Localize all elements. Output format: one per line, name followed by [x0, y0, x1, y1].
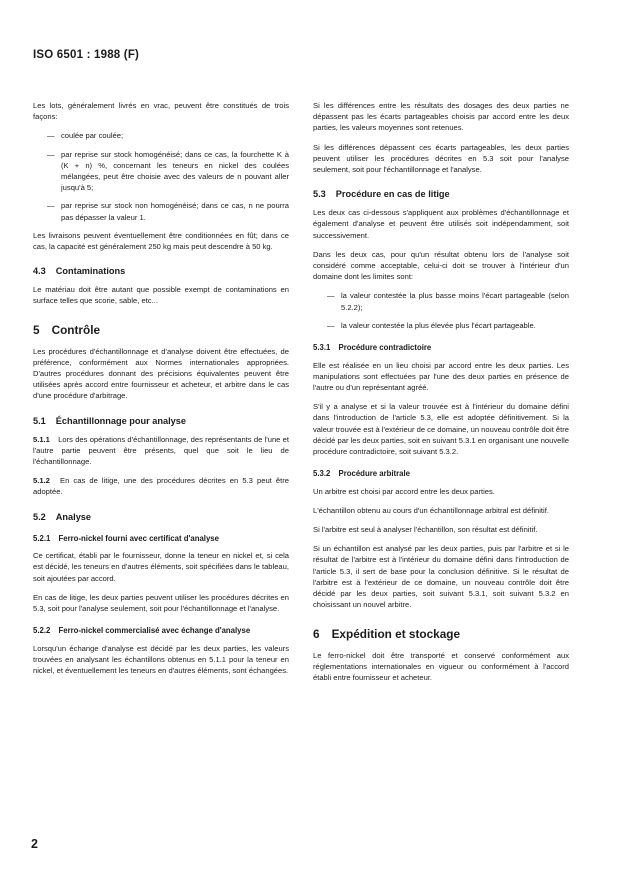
section-text: Le matériau doit être autant que possible exempt de contaminations en surface telles que scorie, sable, etc...: [33, 285, 289, 306]
section-text: L'échantillon obtenu au cours d'un échantillonnage arbitral est définitif.: [313, 505, 549, 515]
section-text: Elle est réalisée en un lieu choisi par accord entre les deux parties. Les manipulations sont effectuées par l'une des deux parties en présence de l'autre ou d'un représentant agréé.: [313, 360, 569, 392]
document-header: ISO 6501 : 1988 (F): [33, 49, 140, 61]
clause-heading-5-3-1: 5.3.1 Procédure contradictoire: [313, 343, 432, 353]
clause-heading-5-3-2: 5.3.2 Procédure arbitrale: [313, 469, 411, 479]
section-text: En cas de litige, les deux parties peuvent utiliser les procédures décrites en 5.3, soit pour l'analyse seulement, soit pour l'échantillonnage et l'analyse.: [33, 592, 289, 613]
section-heading-4-3: 4.3 Contaminations: [33, 266, 126, 277]
section-heading-5-1: 5.1 Échantillonnage pour analyse: [33, 415, 186, 426]
section-text: Un arbitre est choisi par accord entre les deux parties.: [313, 486, 495, 496]
list-item: — la valeur contestée la plus basse moins l'écart partageable (selon 5.2.2);: [327, 291, 569, 312]
section-text: Si l'arbitre est seul à analyser l'échantillon, son résultat est définitif.: [313, 525, 538, 535]
section-text: Les deux cas ci-dessous s'appliquent aux problèmes d'échantillonnage et également d'analyse et peuvent être utilisés soit indépendamment, soit successivement.: [313, 208, 569, 240]
list-item: — la valeur contestée la plus élevée plus l'écart partageable.: [327, 320, 536, 330]
section-text: Si les différences dépassent ces écarts partageables, les deux parties peuvent utiliser les procédures décrites en 5.3 soit pour l'analyse seulement, soit pour l'échantillonnage et l'analyse.: [313, 142, 569, 175]
deliveries-paragraph: Les livraisons peuvent éventuellement être conditionnées en fût; dans ce cas, la capacité est généralement 250 kg mais peut descendre à 50 kg.: [33, 230, 289, 252]
clause-5-1-2: 5.1.2 En cas de litige, une des procédures décrites en 5.3 peut être adoptée.: [33, 476, 289, 497]
section-heading-5: 5 Contrôle: [33, 322, 101, 337]
left-column: [33, 100, 289, 684]
clause-heading-5-2-1: 5.2.1 Ferro-nickel fourni avec certificat d'analyse: [33, 533, 219, 543]
page-number: 2: [31, 837, 38, 851]
section-text: Dans les deux cas, pour qu'un résultat obtenu lors de l'analyse soit considéré comme acceptable, celui-ci doit se trouver à l'intérieur d'un domaine dont les limites sont:: [313, 249, 569, 282]
section-text: Le ferro-nickel doit être transporté et conservé conformément aux réglementations internationales en vigueur ou conformément à l'accord établi entre fournisseur et acheteur.: [313, 650, 569, 682]
right-column: [313, 100, 569, 691]
section-text: Si un échantillon est analysé par les deux parties, puis par l'arbitre et si le résultat de l'arbitre est à l'intérieur du domaine défini dans l'introduction de l'article 5.3, il sert de base pour la conclusion définitive. Si le résultat de l'arbitre est à l'extérieur de ce domaine, un nouveau contrôle doit être décidé par les deux parties, soit suivant 5.3.1, soit suivant 5.3.2 en choisissant un nouvel arbitre.: [313, 544, 569, 610]
section-heading-6: 6 Expédition et stockage: [313, 626, 461, 641]
clause-heading-5-2-2: 5.2.2 Ferro-nickel commercialisé avec échange d'analyse: [33, 626, 251, 636]
list-item: — par reprise sur stock homogénéisé; dans ce cas, la fourchette K à (K + n) %, concernant les teneurs en nickel des coulées mélangées, peut être choisie avec des valeurs de n pouvant aller jusqu'à 5;: [47, 149, 289, 193]
section-text: Les procédures d'échantillonnage et d'analyse doivent être effectuées, de préférence, conformément aux Normes internationales appropriées. D'autres procédures donnant des précisions équivalentes peuvent être utilisées après accord entre fournisseur et acheteur, et arbitre dans le cas d'une procédure d'arbitrage.: [33, 346, 289, 401]
section-text: Lorsqu'un échange d'analyse est décidé par les deux parties, les valeurs trouvées en analysant les échantillons obtenus en 5.1.1 pour la teneur en nickel, et éventuellement les teneurs en d'autres éléments, sont échangées.: [33, 643, 289, 676]
section-text: S'il y a analyse et si la valeur trouvée est à l'intérieur du domaine défini dans l'introduction de l'article 5.3, elle est adoptée définitivement. Si la valeur trouvée est à l'extérieur de ce domaine, un nouveau contrôle doit être décidé par les deux parties, soit en suivant 5.3.1 en organisant une nouvelle procédure contradictoire, soit suivant 5.3.2.: [313, 402, 569, 456]
lots-intro: Les lots, généralement livrés en vrac, peuvent être constitués de trois façons:: [33, 101, 289, 122]
section-heading-5-3: 5.3 Procédure en cas de litige: [313, 189, 450, 200]
section-heading-5-2: 5.2 Analyse: [33, 511, 92, 522]
section-text: Ce certificat, établi par le fournisseur, donne la teneur en nickel et, si cela est décidé, les teneurs en d'autres éléments, soit spécifiées dans le tableau, soit ajoutées par accord.: [33, 551, 289, 583]
clause-5-1-1: 5.1.1 Lors des opérations d'échantillonnage, des représentants de l'une et l'autre partie peuvent être présents, quel que soit le lieu de l'échantillonnage.: [33, 434, 289, 467]
list-item: — coulée par coulée;: [47, 131, 124, 141]
list-item: — par reprise sur stock non homogénéisé; dans ce cas, n ne pourra pas dépasser la valeur 1.: [47, 201, 289, 222]
section-text: Si les différences entre les résultats des dosages des deux parties ne dépassent pas les écarts partageables choisis par accord entre les deux parties, les valeurs moyennes sont retenues.: [313, 101, 569, 133]
